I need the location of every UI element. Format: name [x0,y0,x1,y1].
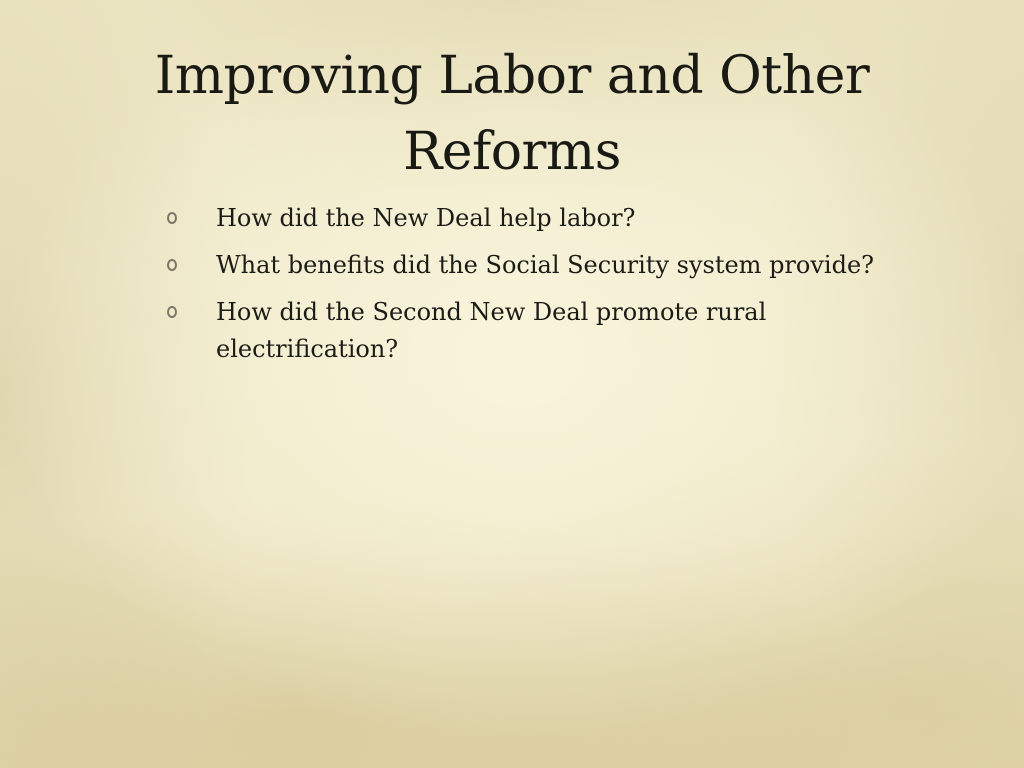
bullet-text: What benefits did the Social Security system provide? [216,251,875,279]
bullet-text: How did the New Deal help labor? [216,204,636,232]
circle-bullet-icon [167,259,177,271]
bullet-list [160,200,900,378]
circle-bullet-icon [167,212,177,224]
slide-title: Improving Labor and Other Reforms [154,46,870,182]
bullet-item [160,200,900,237]
bullet-text: How did the Second New Deal promote rural electrification? [216,298,767,363]
bullet-item [160,294,900,368]
circle-bullet-icon [167,306,177,318]
bullet-item [160,247,900,284]
